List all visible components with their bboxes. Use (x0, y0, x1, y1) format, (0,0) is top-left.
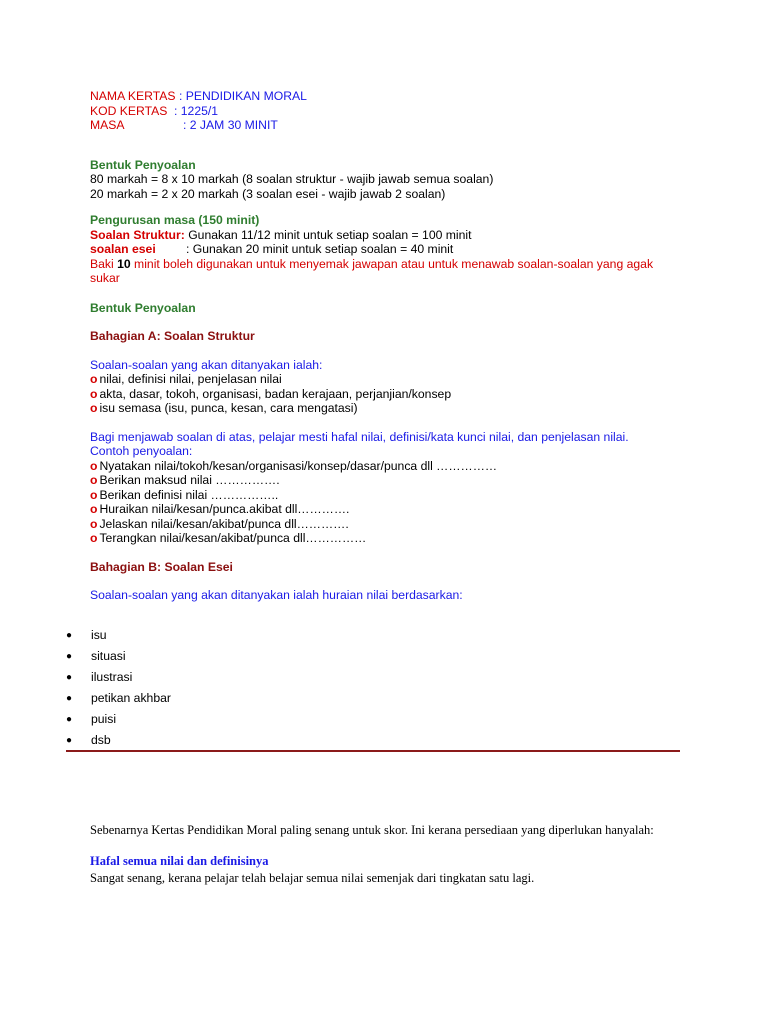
list-item-text: nilai, definisi nilai, penjelasan nilai (99, 372, 282, 386)
bahagian-a-note: Bagi menjawab soalan di atas, pelajar mesti hafal nilai, definisi/kata kunci nilai, dan penjelasan nilai. (90, 429, 629, 444)
bullet-dot-icon: ● (66, 630, 73, 641)
bullet-icon: o (90, 502, 98, 516)
spacer (90, 315, 690, 329)
soalan-struktur-line (90, 228, 690, 243)
pengurusan-masa-heading: Pengurusan masa (150 minit) (90, 213, 260, 227)
nama-kertas-row (90, 89, 690, 104)
kod-kertas-row (90, 104, 690, 119)
list-item-text: situasi (91, 649, 126, 663)
list-item-text: puisi (91, 712, 117, 726)
masa-value: : 2 JAM 30 MINIT (183, 118, 278, 132)
bullet-icon: o (90, 401, 98, 415)
masa-label: MASA (90, 118, 125, 132)
list-item (90, 401, 690, 416)
bullet-dot-icon: ● (66, 714, 73, 725)
baki-line (90, 257, 690, 272)
kod-kertas-label: KOD KERTAS (90, 103, 168, 118)
bullet-dot-icon: ● (66, 672, 73, 683)
bentuk-penyoalan-heading: Bentuk Penyoalan (90, 157, 196, 172)
spacer (90, 574, 690, 588)
list-item-text: isu (91, 628, 107, 642)
bullet-dot-icon: ● (66, 693, 73, 704)
soalan-esei-line (90, 242, 690, 257)
nama-kertas-value: : PENDIDIKAN MORAL (178, 89, 307, 103)
kod-kertas-value: : 1225/1 (174, 103, 219, 118)
spacer (90, 546, 690, 560)
example-item (90, 488, 690, 503)
bullet-dot-icon: ● (66, 651, 73, 662)
bahagian-b-intro: Soalan-soalan yang akan ditanyakan ialah huraian nilai berdasarkan: (90, 588, 463, 602)
spacer (90, 344, 690, 358)
spacer (90, 416, 690, 430)
spacer (90, 286, 690, 301)
footer-heading: Hafal semua nilai dan definisinya (90, 854, 269, 868)
example-text: Berikan maksud nilai ……………. (99, 473, 280, 487)
soalan-struktur-label: Soalan Struktur: (90, 227, 185, 242)
bullet-dot-icon: ● (66, 735, 73, 746)
bullet-icon: o (90, 516, 98, 531)
baki-number: 10 (117, 256, 131, 271)
bullet-icon: o (90, 487, 98, 502)
example-item (90, 517, 690, 532)
example-item (90, 502, 690, 517)
example-text: Terangkan nilai/kesan/akibat/punca dll…………… (99, 531, 367, 545)
list-item (90, 387, 690, 402)
list-item-text: isu semasa (isu, punca, kesan, cara mengatasi) (99, 401, 358, 415)
bullet-icon: o (90, 531, 98, 545)
masa-row (90, 118, 690, 133)
bullet-icon: o (90, 458, 98, 473)
list-item-text: ilustrasi (91, 670, 133, 684)
bullet-icon: o (90, 372, 98, 386)
baki-line-2: sukar (90, 271, 120, 285)
example-text: Nyatakan nilai/tokoh/kesan/organisasi/konsep/dasar/punca dll …………… (99, 458, 498, 473)
example-text: Huraikan nilai/kesan/punca.akibat dll…………. (99, 502, 350, 516)
bahagian-a-heading: Bahagian A: Soalan Struktur (90, 329, 255, 343)
bahagian-b-heading: Bahagian B: Soalan Esei (90, 559, 233, 574)
bentuk-penyoalan-heading-2: Bentuk Penyoalan (90, 300, 196, 315)
list-item-text: dsb (91, 733, 111, 747)
example-item (90, 473, 690, 488)
bullet-icon: o (90, 473, 98, 487)
nama-kertas-label: NAMA KERTAS (90, 89, 176, 103)
document-body (90, 89, 690, 603)
markah-line-1: 80 markah = 8 x 10 markah (8 soalan struktur - wajib jawab semua soalan) (90, 172, 494, 186)
list-item-text: petikan akhbar (91, 691, 171, 705)
list-item-text: akta, dasar, tokoh, organisasi, badan kerajaan, perjanjian/konsep (99, 386, 452, 401)
spacer (90, 133, 690, 158)
footer-paragraph-2: Sangat senang, kerana pelajar telah belajar semua nilai semenjak dari tingkatan satu lagi. (90, 871, 535, 885)
example-item (90, 531, 690, 546)
horizontal-divider (66, 750, 680, 752)
bullet-icon: o (90, 386, 98, 401)
spacer (90, 201, 690, 213)
soalan-struktur-text: Gunakan 11/12 minit untuk setiap soalan = 100 minit (184, 227, 472, 242)
contoh-penyoalan-label: Contoh penyoalan: (90, 444, 193, 458)
soalan-esei-text: : Gunakan 20 minit untuk setiap soalan = 40 minit (186, 242, 454, 256)
example-text: Jelaskan nilai/kesan/akibat/punca dll…………. (99, 516, 349, 531)
example-text: Berikan definisi nilai …………….. (99, 487, 279, 502)
bahagian-a-intro: Soalan-soalan yang akan ditanyakan ialah: (90, 357, 323, 372)
example-item (90, 459, 690, 474)
baki-pre: Baki (90, 256, 118, 271)
footer-paragraph-1: Sebenarnya Kertas Pendidikan Moral paling senang untuk skor. Ini kerana persediaan yang diperlukan hanyalah: (90, 823, 654, 837)
soalan-esei-label: soalan esei (90, 242, 156, 256)
baki-post: minit boleh digunakan untuk menyemak jawapan atau untuk menawab soalan-soalan yang agak (130, 256, 654, 271)
markah-line-2: 20 markah = 2 x 20 markah (3 soalan esei - wajib jawab 2 soalan) (90, 186, 446, 201)
list-item (90, 372, 690, 387)
